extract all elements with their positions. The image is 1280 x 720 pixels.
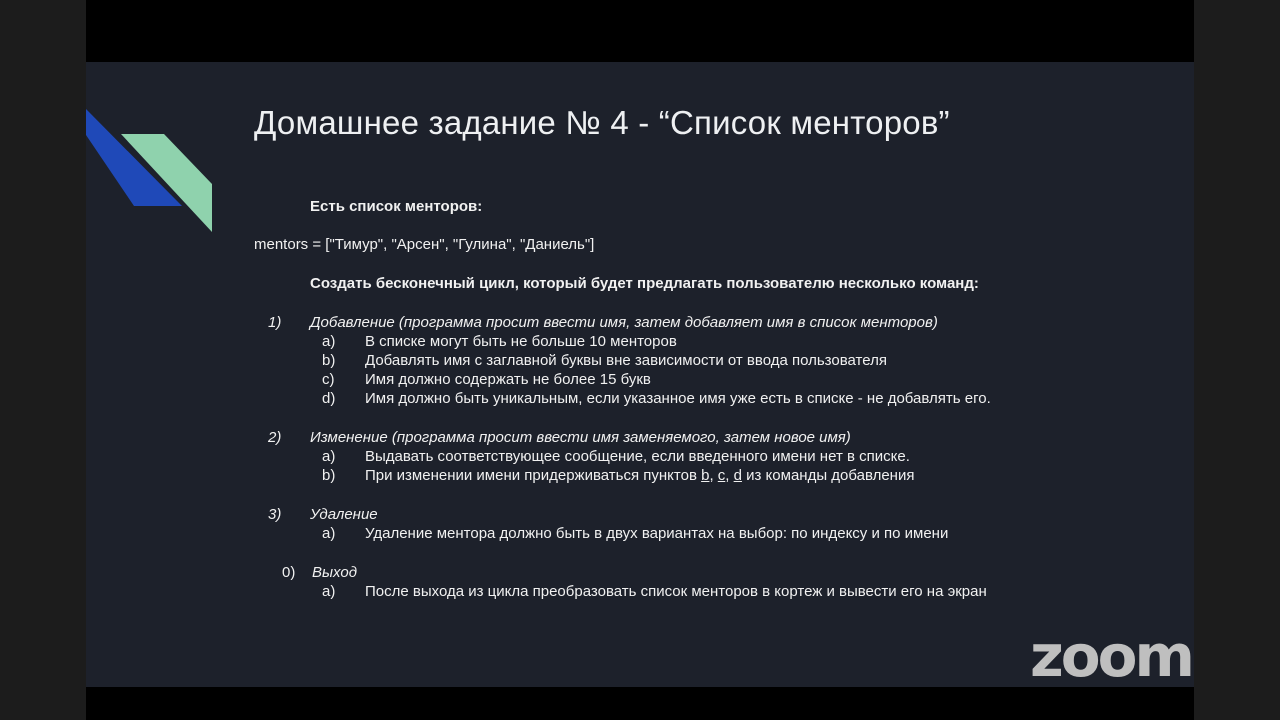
command-2-title: Изменение (программа просит ввести имя заменяемого, затем новое имя) xyxy=(310,429,851,446)
command-1-item-b-text: Добавлять имя с заглавной буквы вне зависимости от ввода пользователя xyxy=(365,352,887,369)
command-1-title: Добавление (программа просит ввести имя, затем добавляет имя в список менторов) xyxy=(310,314,938,331)
ref-separator-1: , xyxy=(709,467,718,484)
ref-item-b: b xyxy=(701,467,710,484)
command-2-item-b-letter: b) xyxy=(322,467,336,484)
command-2-number: 2) xyxy=(268,429,282,446)
command-0-title: Выход xyxy=(312,564,358,581)
command-0-number: 0) xyxy=(282,564,296,581)
command-3-item-a-letter: a) xyxy=(322,525,336,542)
slide-title: Домашнее задание № 4 - “Список менторов” xyxy=(254,104,950,141)
ref-separator-2: , xyxy=(725,467,734,484)
ref-item-d: d xyxy=(733,467,742,484)
command-2-item-b-text-before: При изменении имени придерживаться пунктов xyxy=(365,467,702,484)
command-2-item-b-text xyxy=(365,467,914,484)
command-1-item-c-text: Имя должно содержать не более 15 букв xyxy=(365,371,651,388)
command-2-item-a-letter: a) xyxy=(322,448,336,465)
command-0-item-a-text: После выхода из цикла преобразовать список менторов в кортеж и вывести его на экран xyxy=(365,583,987,600)
command-2-item-b-text-after: из команды добавления xyxy=(741,467,915,484)
command-3-title: Удаление xyxy=(310,506,378,523)
command-1-item-b-letter: b) xyxy=(322,352,336,369)
task-heading: Создать бесконечный цикл, который будет предлагать пользователю несколько команд: xyxy=(310,275,979,292)
command-0-item-a-letter: a) xyxy=(322,583,336,600)
command-1-number: 1) xyxy=(268,314,282,331)
command-1-item-c-letter: c) xyxy=(322,371,335,388)
command-1-item-a-letter: a) xyxy=(322,333,336,350)
command-3-item-a-text: Удаление ментора должно быть в двух вариантах на выбор: по индексу и по имени xyxy=(365,525,949,542)
zoom-watermark-logo: zoom xyxy=(1030,622,1192,690)
intro-heading: Есть список менторов: xyxy=(310,198,483,215)
command-1-item-d-letter: d) xyxy=(322,390,336,407)
slide-decoration xyxy=(86,62,216,237)
command-1-item-d-text: Имя должно быть уникальным, если указанное имя уже есть в списке - не добавлять его. xyxy=(365,390,991,407)
command-3-number: 3) xyxy=(268,506,282,523)
ref-item-c: c xyxy=(717,467,726,484)
command-1-item-a-text: В списке могут быть не больше 10 менторов xyxy=(365,333,677,350)
mentors-code-line: mentors = ["Тимур", "Арсен", "Гулина", "Даниель"] xyxy=(254,236,595,253)
command-2-item-a-text: Выдавать соответствующее сообщение, если введенного имени нет в списке. xyxy=(365,448,910,465)
presentation-slide xyxy=(86,62,1194,687)
